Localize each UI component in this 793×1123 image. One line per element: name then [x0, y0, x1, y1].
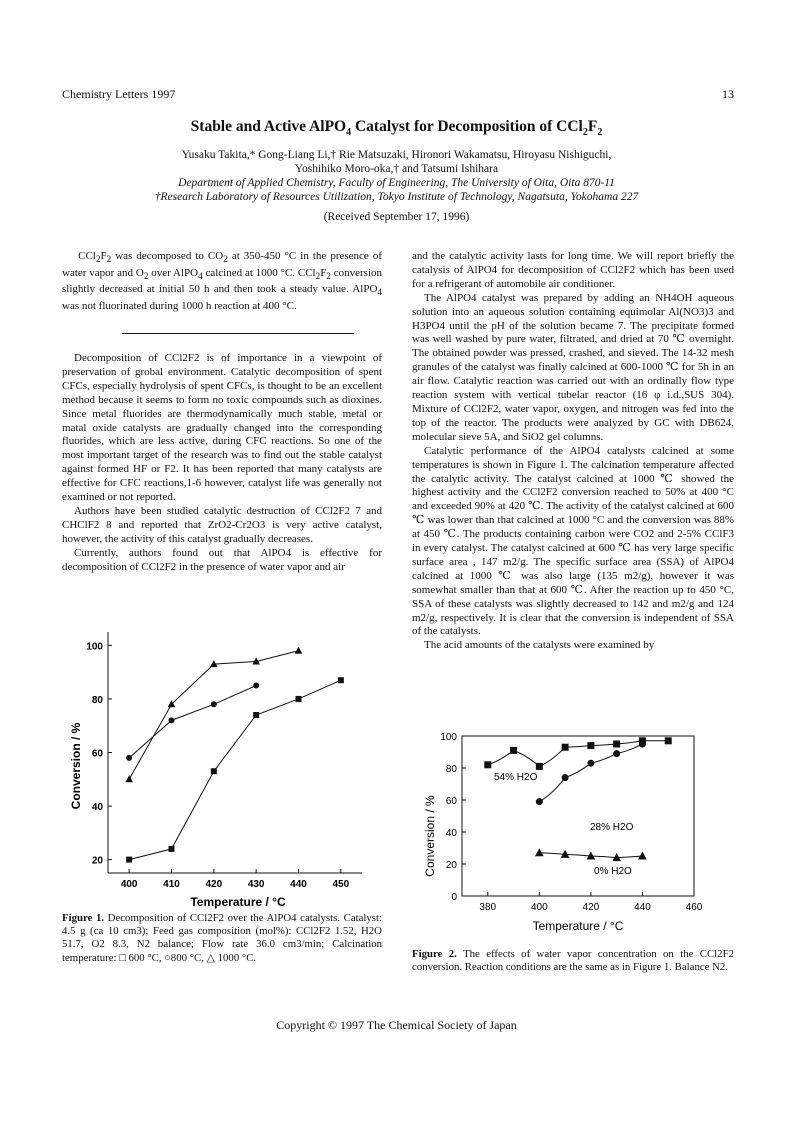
fig2-caption-label: Figure 2. [412, 948, 457, 960]
fig1-axes [86, 632, 362, 890]
fig1-ytick-label: 40 [91, 802, 103, 814]
fig2-series-1-point [511, 747, 517, 753]
fig1-xtick-label: 440 [290, 879, 307, 890]
left-column-body [62, 352, 382, 575]
fig1-xtick-label: 400 [120, 879, 138, 890]
authors-line-2: Yoshihiko Moro-oka,† and Tatsumi Ishihara [294, 163, 499, 175]
fig1-xtick-label: 430 [247, 879, 265, 890]
copyright-footer: Copyright © 1997 The Chemical Society of Japan [276, 1018, 517, 1032]
abstract-divider [122, 333, 354, 334]
fig2-ytick-label: 0 [451, 892, 457, 903]
fig2-axes [440, 732, 702, 913]
fig2-ytick-label: 60 [445, 796, 457, 807]
page-number: 13 [722, 87, 734, 101]
right-paragraph-4: The acid amounts of the catalysts were examined by [424, 639, 655, 652]
fig2-caption-text: The effects of water vapor concentration on the CCl2F2 conversion. Reaction conditions are the same as in Figure 1. Balance N2. [412, 948, 734, 974]
fig2-series-1-point [665, 738, 671, 744]
fig1-series-1-point [338, 678, 343, 683]
fig1-series-2-point [169, 718, 174, 723]
fig2-series-1-point [485, 762, 491, 768]
fig1-caption-label: Figure 1. [62, 912, 105, 924]
fig1-series-2-point [211, 702, 216, 707]
journal-name: Chemistry Letters 1997 [62, 87, 176, 101]
fig2-xtick-label: 440 [634, 902, 651, 913]
fig2-series-label-28: 28% H2O [590, 822, 634, 833]
fig1-series-3-point [126, 776, 132, 782]
fig2-xlabel: Temperature / °C [532, 919, 624, 933]
left-paragraph-3: Currently, authors found out that AlPO4 is effective for decomposition of CCl2F2 in the presence of water vapor and air [62, 546, 382, 573]
affiliation-1: Department of Applied Chemistry, Faculty of Engineering, The University of Oita, Oita 870-11 [178, 177, 615, 189]
fig2-xtick-label: 420 [582, 902, 600, 913]
fig1-series-1-line [129, 680, 341, 859]
right-column-body [412, 250, 734, 653]
right-paragraph-3: Catalytic performance of the AlPO4 catalysts calcined at some temperatures is shown in Figure 1. The calcination temperature affected the catalytic activity. The catalyst calcined at 1000 ℃ showed the highest activity and the CCl2F2 conversion reached to 50% at 400 °C and exceeded 90% at 420 ℃. The activity of the catalyst calcined at 600 ℃ was lower than that calcined at 1000 °C and the conversion was 88% at 450 ℃. The products containing carbon were CO2 and 2-5% CClF3 in every catalyst. The catalyst calcined at 600 ℃ has very large specific surface area , 147 m2/g. The specific surface area (SSA) of AlPO4 calcined at 1000 ℃ was also large (135 m2/g), however it was somewhat smaller than that at 600 ℃. After the reaction up to 450 °C, SSA of these catalysts was slightly decreased to 142 and m2/g and 124 m2/g, respectively. It is clear that the conversion is independent of SSA of the catalysts. [412, 444, 734, 638]
fig1-ytick-label: 60 [91, 748, 103, 760]
fig1-series-3-point [296, 648, 302, 654]
figure-1-caption [62, 912, 382, 965]
fig1-ylabel: Conversion / % [69, 722, 83, 810]
fig1-series-2-point [254, 683, 259, 688]
fig1-ytick-label: 80 [91, 694, 103, 706]
fig2-ytick-label: 100 [440, 732, 457, 743]
fig2-series-1-point [614, 741, 620, 747]
fig2-series-2-point [639, 741, 645, 747]
right-paragraph-2: The AlPO4 catalyst was prepared by adding an NH4OH aqueous solution into an aqueous solution containing equimolar Al(NO3)3 and H3PO4 until the pH of the solution became 7. The precipitate formed was well washed by pure water, filtrated, and dried at 70 ℃ overnight. The obtained powder was pressed, crashed, and sieved. The 14-32 mesh granules of the catalyst was finally calcined at 600-1000 ℃ for 5h in an air flow. Catalytic reaction was carried out with an ordinally flow type reaction system with vertical tubelar reactor (16 φ i.d.,SUS 304). Mixture of CCl2F2, water vapor, oxygen, and nitrogen was fed into the top of the reactor. The products were analyzed by GC with DB624, molecular sieve 5A, and SiO2 gel columns. [412, 291, 734, 443]
fig2-ytick-label: 40 [445, 828, 457, 839]
fig2-ytick-label: 80 [445, 764, 457, 775]
authors-line-1: Yusaku Takita,* Gong-Liang Li,† Rie Matsuzaki, Hironori Wakamatsu, Hiroyasu Nishiguchi, [181, 149, 612, 161]
figure-2-chart [412, 728, 734, 948]
fig1-xtick-label: 420 [205, 879, 223, 890]
figure-2-caption [412, 948, 734, 974]
fig2-series-2-point [536, 799, 542, 805]
abstract: $CCl_2F_2$ was decomposed to $CO_2$ at 350-450 °C in the presence of water vapor and $O_2$ over AlPO$_4$ calcined at 1000 °C. $CCl_2F_2$ conversion slightly decreased at initial 50 h and then took a steady value. AlPO$_4$ was not fluorinated during 1000 h reaction at 400 °C. [62, 250, 383, 313]
left-paragraph-1: Decomposition of CCl2F2 is of importance in a viewpoint of preservation of grobal environment. Catalytic decomposition of spent CFCs, especially hydrolysis of spent CFCs, is thought to be an excellent method because it seems to form no toxic compounds such as dioxines. Since metal fluorides are thermodynamically much stable, metal or matal oxide catalysts are gradually changed into the corresponding fluorides, which are less active, during CFC reactions. So one of the most important target of the research was to find out the stable catalyst against formed HF or F2. It has been reported that many catalysts are effective for CFC reactions,1-6 however, catalyst life was generally not examined or not reported. [62, 352, 382, 504]
fig2-series-label-54: 54% H2O [494, 772, 538, 783]
fig2-xtick-label: 460 [685, 902, 703, 913]
fig2-series-2-point [588, 760, 594, 766]
fig1-ytick-label: 20 [91, 855, 103, 867]
affiliation-2: †Research Laboratory of Resources Utilization, Tokyo Institute of Technology, Nagatsuta, Yokohama 227 [154, 191, 639, 203]
fig1-series-1-point [211, 769, 216, 774]
fig2-ylabel: Conversion / % [423, 795, 437, 877]
received-date: (Received September 17, 1996) [323, 211, 470, 223]
left-paragraph-2: Authors have been studied catalytic destruction of CCl2F2 7 and CHClF2 8 and reported that ZrO2-Cr2O3 is very active catalyst, however, the activity of this catalyst gradually decreases. [62, 504, 382, 545]
right-paragraph-1: and the catalytic activity lasts for long time. We will report briefly the catalysis of AlPO4 for decomposition of CCl2F2 which has been used for a refrigerant of automobile air conditioner. [412, 250, 734, 290]
fig1-series-2-line [129, 686, 256, 758]
fig2-series-1-point [536, 763, 542, 769]
fig2-series-1-point [588, 743, 594, 749]
fig2-ytick-label: 20 [445, 860, 457, 871]
fig1-plot [126, 648, 343, 862]
fig1-series-1-point [254, 713, 259, 718]
fig1-xtick-label: 450 [332, 879, 350, 890]
fig2-series-2-point [614, 751, 620, 757]
fig1-xlabel: Temperature / °C [190, 895, 286, 909]
fig2-xtick-label: 400 [530, 902, 548, 913]
fig2-series-2-line [539, 744, 642, 802]
fig1-xtick-label: 410 [163, 879, 180, 890]
fig2-series-label-0: 0% H2O [594, 866, 632, 877]
fig2-frame [462, 736, 694, 896]
fig2-series-2-point [562, 775, 568, 781]
fig1-series-1-point [127, 857, 132, 862]
fig1-series-3-line [129, 651, 298, 780]
fig2-series-1-point [562, 744, 568, 750]
fig2-xtick-label: 380 [479, 902, 497, 913]
authors-block [0, 148, 793, 224]
fig1-series-1-point [169, 846, 174, 851]
fig1-series-2-point [127, 755, 132, 760]
fig1-caption-text: Decomposition of CCl2F2 over the AlPO4 catalysts. Catalyst: 4.5 g (ca 10 cm3); Feed gas composition (mol%): CCl2F2 1.52, H2O 51.7, O2 8.3, N2 balance; Flow rate 36.0 cm3/min; Calcination temperature: □ 600 °C, ○800 °C, △ 1000 °C. [62, 912, 382, 964]
article-title: Stable and Active AlPO$_4$ Catalyst for Decomposition of $CCl_2F_2$ [190, 118, 603, 139]
figure-1-chart [62, 628, 382, 910]
fig2-plot [485, 738, 671, 861]
fig1-ytick-label: 100 [86, 641, 103, 653]
fig1-series-1-point [296, 696, 301, 701]
